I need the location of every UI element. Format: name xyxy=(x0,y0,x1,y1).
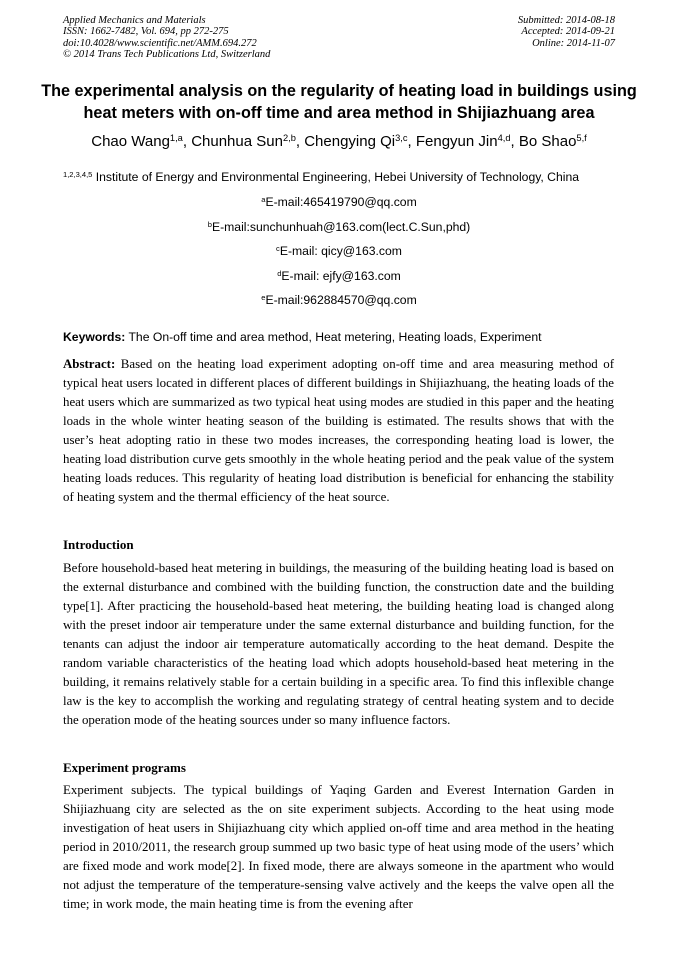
submitted-date: Submitted: 2014-08-18 xyxy=(517,15,615,26)
paper-title: The experimental analysis on the regularity of heating load in buildings using heat meters with on-off time and area method in Shijiazhuang area xyxy=(41,82,637,122)
affiliation: $^{1,2,3,4,5}$ Institute of Energy and Environmental Engineering, Hebei University of Technology, China xyxy=(63,169,580,184)
copyright-line: © 2014 Trans Tech Publications Ltd, Switzerland xyxy=(63,49,271,61)
accepted-date: Accepted: 2014-09-21 xyxy=(521,26,615,38)
experiment-text: Experiment subjects. The typical buildings of Yaqing Garden and Everest Internation Garden in Shijiazhuang city are selected as the on site experiment subjects. According to the heat using mode investigation of heat users in Shijiazhuang city which applied on-off time and area method in the heating period in 2010/2011, the research group summed up two basic type of heat using mode of the users’ which are fixed mode and work mode[2]. In fixed mode, there are always someone in the apartment who would not adjust the temperature of the temperature-sensing valve actively and the keeps the valve open all the time; in work mode, the main heating time is from the evening after xyxy=(63,783,614,911)
introduction-heading: Introduction xyxy=(63,537,134,552)
author: Fengyun Jin$^{4,d}$, xyxy=(415,132,519,150)
author: Chengying Qi$^{3,c}$, xyxy=(304,132,416,150)
author: Chao Wang$^{1,a}$, xyxy=(91,132,192,150)
experiment-heading: Experiment programs xyxy=(63,760,186,775)
issn-line: ISSN: 1662-7482, Vol. 694, pp 272-275 xyxy=(63,26,229,38)
author-list xyxy=(20,133,658,150)
author: Bo Shao$^{5,f}$ xyxy=(518,132,587,150)
doi-line: doi:10.4028/www.scientific.net/AMM.694.272 xyxy=(63,37,257,49)
email-line: $^d$E-mail: ejfy@163.com xyxy=(277,268,401,283)
email-line: $^b$E-mail:sunchunhuah@163.com(lect.C.Sun,phd) xyxy=(207,219,471,234)
email-line: $^a$E-mail:465419790@qq.com xyxy=(261,194,417,209)
online-date: Online: 2014-11-07 xyxy=(532,37,615,49)
journal-info xyxy=(63,15,270,61)
introduction-text: Before household-based heat metering in buildings, the measuring of the building heating load is based on the external disturbance and combined with the building function, the construction date and the building type[1]. After practicing the household-based heat metering, the building heating load is changed along with the preset indoor air temperature under the same external disturbance and building function, for the tenants can adjust the indoor air temperature automatically according to the heat demand. Despite the random variable characteristics of the heating load which adopts household-based heat metering in the building, it remains relatively stable for a certain building in a specific area. To find this inflexible change law is the key to accomplish the working and regulating strategy of central heating system and to decide the operation mode of the heating sources under so many influence factors. xyxy=(63,561,614,727)
submission-dates xyxy=(518,15,615,49)
journal-name: Applied Mechanics and Materials xyxy=(63,15,206,26)
abstract-label: Abstract: xyxy=(63,357,116,371)
email-line: $^e$E-mail:962884570@qq.com xyxy=(261,293,417,308)
abstract-text: Based on the heating load experiment adopting on-off time and area measuring method of typical heat users located in different places of different buildings in Shijiazhuang, the heating loads of the heat users which are summarized as two typical heat using modes are studied in this paper and the heating loads in the whole winter heating season of the building is estimated. The results shows that with the user’s heat adopting ratio in these two modes increases, the corresponding heating load is lower, the heating load distribution curve gets smoothly in the whole heating period and the peak value of the system heating loads reduces. This regularity of heating load distribution is beneficial for enhancing the stability of heating system and the thermal efficiency of the heat source. xyxy=(63,357,614,504)
abstract xyxy=(63,355,614,507)
keywords: Keywords: The On-off time and area method, Heat metering, Heating loads, Experiment xyxy=(63,330,542,344)
email-list xyxy=(0,192,678,315)
email-line: $^c$E-mail: qicy@163.com xyxy=(276,244,402,259)
author: Chunhua Sun$^{2,b}$, xyxy=(191,132,305,150)
